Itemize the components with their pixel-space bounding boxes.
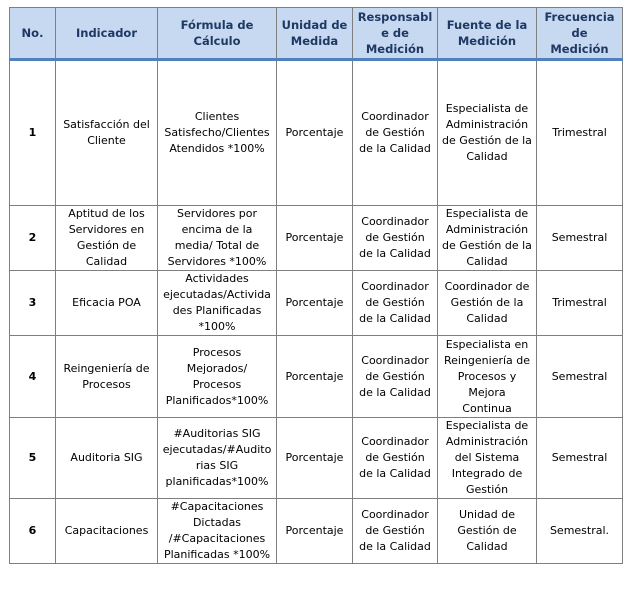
cell-responsable: Coordinador de Gestión de la Calidad [353,206,438,271]
cell-no: 4 [10,336,56,418]
cell-formula: #Auditorias SIG ejecutadas/#Auditorias SIG planificadas*100% [158,418,277,499]
cell-formula: Actividades ejecutadas/Actividades Planificadas *100% [158,271,277,336]
cell-unidad: Porcentaje [277,271,353,336]
cell-formula: Clientes Satisfecho/Clientes Atendidos *100% [158,60,277,206]
cell-frecuencia: Semestral. [537,499,623,564]
cell-indicador: Reingeniería de Procesos [56,336,158,418]
table-row [10,418,623,499]
table-row [10,206,623,271]
cell-indicador: Auditoria SIG [56,418,158,499]
cell-responsable: Coordinador de Gestión de la Calidad [353,336,438,418]
cell-frecuencia: Semestral [537,206,623,271]
header-frecuencia: Frecuencia de Medición [537,8,623,60]
cell-no: 1 [10,60,56,206]
cell-no: 5 [10,418,56,499]
cell-fuente: Especialista de Administración de Gestión de la Calidad [438,60,537,206]
cell-no: 6 [10,499,56,564]
header-unidad: Unidad de Medida [277,8,353,60]
indicators-table [9,7,623,564]
table-row [10,336,623,418]
cell-formula: Servidores por encima de la media/ Total de Servidores *100% [158,206,277,271]
table-row [10,60,623,206]
cell-fuente: Especialista de Administración de Gestión de la Calidad [438,206,537,271]
header-row [10,8,623,60]
cell-unidad: Porcentaje [277,60,353,206]
cell-responsable: Coordinador de Gestión de la Calidad [353,60,438,206]
cell-unidad: Porcentaje [277,206,353,271]
cell-fuente: Unidad de Gestión de Calidad [438,499,537,564]
table-row [10,499,623,564]
cell-indicador: Satisfacción del Cliente [56,60,158,206]
cell-responsable: Coordinador de Gestión de la Calidad [353,418,438,499]
cell-responsable: Coordinador de Gestión de la Calidad [353,271,438,336]
cell-fuente: Especialista en Reingeniería de Procesos y Mejora Continua [438,336,537,418]
header-responsable: Responsable de Medición [353,8,438,60]
header-fuente: Fuente de la Medición [438,8,537,60]
cell-frecuencia: Semestral [537,336,623,418]
header-no: No. [10,8,56,60]
cell-formula: #Capacitaciones Dictadas /#Capacitaciones Planificadas *100% [158,499,277,564]
cell-frecuencia: Semestral [537,418,623,499]
cell-formula: Procesos Mejorados/ Procesos Planificados*100% [158,336,277,418]
cell-fuente: Especialista de Administración del Sistema Integrado de Gestión [438,418,537,499]
cell-no: 3 [10,271,56,336]
cell-no: 2 [10,206,56,271]
cell-frecuencia: Trimestral [537,60,623,206]
cell-fuente: Coordinador de Gestión de la Calidad [438,271,537,336]
header-indicador: Indicador [56,8,158,60]
cell-unidad: Porcentaje [277,336,353,418]
table-row [10,271,623,336]
cell-unidad: Porcentaje [277,418,353,499]
cell-unidad: Porcentaje [277,499,353,564]
cell-indicador: Capacitaciones [56,499,158,564]
cell-frecuencia: Trimestral [537,271,623,336]
cell-indicador: Aptitud de los Servidores en Gestión de Calidad [56,206,158,271]
cell-indicador: Eficacia POA [56,271,158,336]
cell-responsable: Coordinador de Gestión de la Calidad [353,499,438,564]
header-formula: Fórmula de Cálculo [158,8,277,60]
